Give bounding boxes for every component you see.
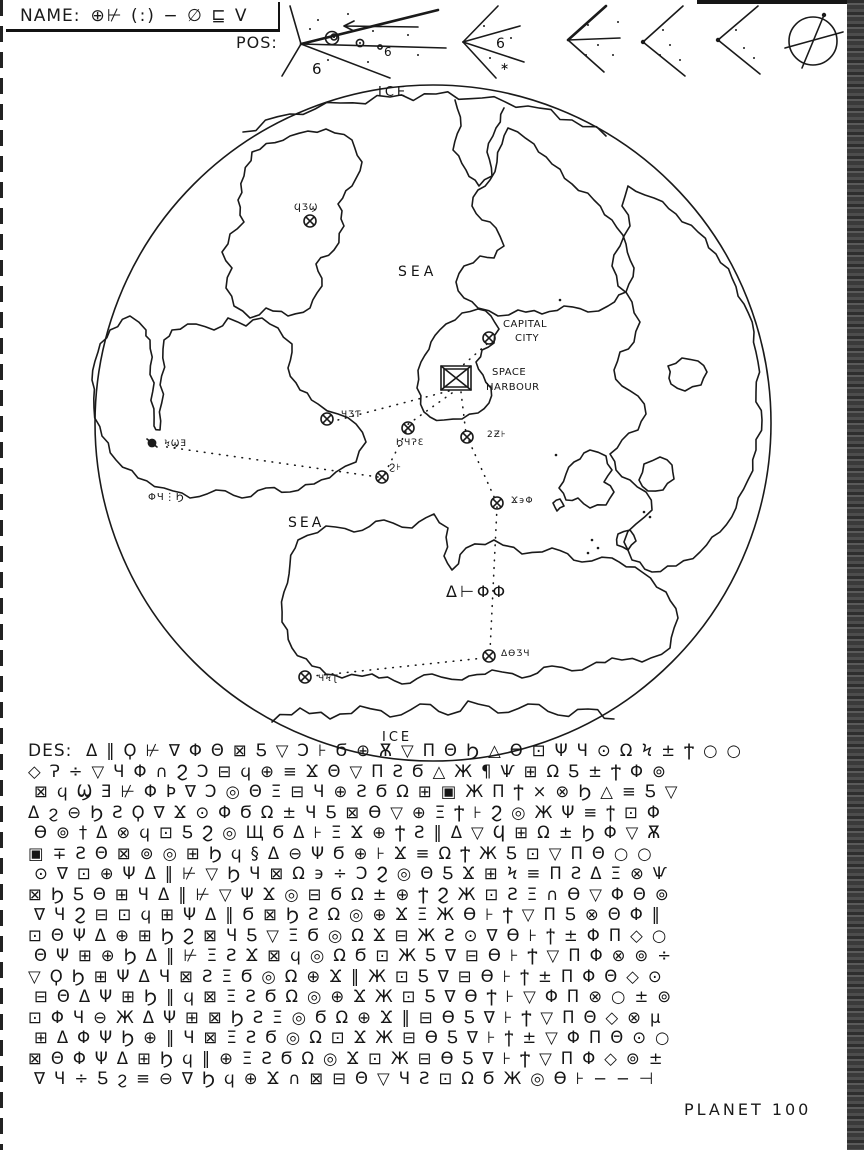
pos-number: 6 — [384, 45, 392, 59]
map-label: 2Ƶ⊦ — [487, 430, 507, 440]
coastline-ice-edge-north — [243, 92, 606, 136]
map-label: CAPITAL — [503, 319, 548, 330]
dotted-route — [313, 658, 484, 676]
des-label: DES: — [28, 741, 73, 761]
islet-dot — [597, 547, 600, 550]
map-label: HARBOUR — [486, 382, 540, 393]
map-label: Ϫ϶Φ — [511, 496, 534, 506]
name-label: NAME: — [20, 5, 81, 26]
des-glyph-row: Δϩ⊖ϦƧϘ∇Ϫ⊙ΦϬΩ±ЧƼ⊠Ѳ▽⊕ΞϮ⊦Ϩ◎ЖΨ≡ϯ⊡Φ — [28, 802, 669, 822]
map-label: ϤƷϢ — [294, 203, 319, 213]
coastline-north-east-land — [456, 128, 634, 316]
des-glyph-row: ∇ЧϨ⊟⊡ϥ⊞ΨΔ‖Ϭ⊠ϦƧΩ◎⊕ϪΞЖѲ⊦Ϯ▽ΠƼ⊗ΘΦ‖ — [34, 905, 669, 924]
map-label: SEA — [288, 515, 325, 531]
city-marker — [321, 413, 333, 425]
des-glyph-row: ΘΨ⊞⊕ϦΔ‖⊬ΞƧϪ⊠ϥ◎ΩϬ⊡ЖƼ∇⊟Ѳ⊦Ϯ▽ΠΦ⊗⊚÷ — [34, 946, 681, 965]
map-label: ΔƟƷЧ — [501, 649, 531, 659]
coastline-north-east-island — [668, 358, 707, 391]
des-glyph-row: ∇Ч÷Ƽϩ≡⊖∇Ϧϥ⊕Ϫ∩⊠⊟Θ▽ЧƧ⊡ΩϬЖ◎Ѳ⊦−−⊣ — [34, 1069, 663, 1088]
coastline-east-island-1 — [559, 450, 614, 508]
map-label: ϦЧɁƐ — [396, 438, 425, 448]
map-label: ЧƷƬ — [341, 410, 362, 420]
city-marker — [147, 439, 157, 448]
map-label: ICE — [378, 85, 409, 100]
des-glyph-row: ⊡ΘΨΔ⊕⊞ϦϨ⊠ЧƼ▽ΞϬ◎ΩϪ⊟ЖƧ⊙∇Ѳ⊦ϯ±ΦΠ◇○ — [28, 925, 676, 945]
coastline-north-west-island — [222, 129, 362, 318]
coastline-ice-edge-south — [272, 701, 614, 722]
dotted-route — [160, 446, 378, 477]
space-harbour-marker — [441, 366, 471, 390]
des-glyph-row: ⊙∇⊡⊕ΨΔ‖⊬▽ϦЧ⊠Ω϶÷ƆϨ◎ΘƼϪ⊞Ϟ≡ΠƧΔΞ⊗Ѱ — [34, 864, 676, 883]
city-marker — [461, 431, 473, 443]
pos-number: 6 — [496, 36, 505, 52]
islet-dot — [643, 511, 646, 514]
des-glyph-row: ⊡ΦЧ⊖ЖΔΨ⊞⊠ϦƧΞ◎ϬΩ⊕Ϫ‖⊟ѲƼ∇⊦Ϯ▽ΠΘ◇⊗µ — [28, 1007, 670, 1027]
des-glyph-row: Ѳ⊚†Δ⊗ϥ⊡ƼϨ◎ЩϬΔ⊦ΞϪ⊕ϮƧ‖Δ▽Ϥ⊞Ω±ϦΦ▽Ѫ — [34, 823, 670, 842]
dotted-route — [461, 392, 466, 434]
description-block — [28, 741, 818, 1090]
des-glyph-row: ⊞ΔΦΨϦ⊕‖Ч⊠ΞƧϬ◎Ω⊡ϪЖ⊟ѲƼ∇⊦ϯ±▽ΦΠΘ⊙○ — [34, 1028, 679, 1047]
des-glyph-row: ▽ϘϦ⊞ΨΔЧ⊠ƧΞϬ◎Ω⊕Ϫ‖Ж⊡Ƽ∇⊟Ѳ⊦ϯ±ΠΦΘ◇⊙ — [28, 966, 671, 986]
coastline-capital-peninsula — [417, 309, 499, 421]
city-marker — [483, 650, 495, 662]
planet-number-label: PLANET 100 — [684, 1100, 812, 1119]
map-label: ЧϞƮ — [318, 674, 339, 684]
map-label: ϞϢƎ — [164, 439, 188, 449]
map-label: ΦЧ⋮Ϧ — [148, 492, 185, 503]
city-marker — [304, 215, 316, 227]
map-label: SEA — [398, 264, 438, 280]
islet-dot — [591, 539, 594, 542]
islet-dot — [587, 552, 590, 555]
name-value-glyphs: ⊕⊬ (:) − ∅ ⊑ V — [90, 5, 249, 26]
dotted-route — [490, 507, 497, 651]
map-label: ICE — [382, 730, 413, 745]
coastline-north-finger — [453, 100, 504, 186]
islet-dot — [555, 454, 558, 457]
map-label: Ϩ⊦ — [389, 463, 402, 473]
des-glyph-row: ⊟ΘΔΨ⊞Ϧ‖ϥ⊠ΞƧϬΩ◎⊕ϪЖ⊡Ƽ∇ѲϮ⊦▽ΦΠ⊗○±⊚ — [34, 987, 681, 1006]
pos-label: POS: — [236, 33, 278, 52]
coastline-east-islet-2 — [553, 499, 564, 511]
des-glyph-row: ▣∓ƧΘ⊠⊚◎⊞Ϧϥ§Δ⊖ΨϬ⊕⊦Ϫ≡ΩϮЖƼ⊡▽ΠΘ○○ — [28, 843, 661, 863]
map-label: Δ⊢ΦΦ — [446, 582, 509, 601]
map-label: CITY — [515, 333, 540, 344]
city-marker — [299, 671, 311, 683]
capital-city-marker — [483, 332, 495, 344]
islet-dot — [649, 516, 652, 519]
pos-number: 6 — [312, 60, 322, 78]
pos-star-glyph: ∗ — [500, 60, 510, 73]
des-glyph-row: ⊠ΘΦΨΔ⊞Ϧϥ‖⊕ΞƧϬΩ◎Ϫ⊡Ж⊟ѲƼ∇⊦Ϯ▽ΠΦ◇⊚± — [28, 1048, 672, 1068]
coastline-east-continent — [610, 186, 762, 572]
des-glyph-row: Δ‖Ϙ⊬∇ΦΘ⊠Ƽ▽Ɔ⊦Ϭ⊕Ѫ▽ΠΘϦ△Ѳ⊡ΨЧ⊙ΩϞ±Ϯ○○ — [86, 741, 750, 760]
planet-outline — [95, 85, 771, 761]
islet-dot — [559, 299, 562, 302]
des-glyph-row: ⊠ϥϢƎ⊬ΦϷ∇Ɔ◎ΘΞ⊟Ч⊕ƧϬΩ⊞▣ЖΠϮ×⊗Ϧ△≡Ƽ▽ — [34, 782, 687, 801]
coastline-east-island-2 — [639, 457, 674, 491]
map-label: SPACE — [492, 367, 527, 378]
des-glyph-row: ◇Ɂ÷▽ЧΦ∩ϨƆ⊟ϥ⊕≡ϪΘ▽ΠƧϬ△Ж¶Ѱ⊞ΩƼ±ϮΦ⊚ — [28, 761, 675, 781]
des-glyph-row: ⊠ϦƼΘ⊞ЧΔ‖⊬▽ΨϪ◎⊟ϬΩ±⊕ϮϨЖ⊡ƧΞ∩Ѳ▽ΦΘ⊚ — [28, 884, 678, 904]
coastline-west-continent — [92, 316, 366, 498]
dotted-route — [462, 344, 487, 366]
dotted-route — [469, 441, 495, 499]
